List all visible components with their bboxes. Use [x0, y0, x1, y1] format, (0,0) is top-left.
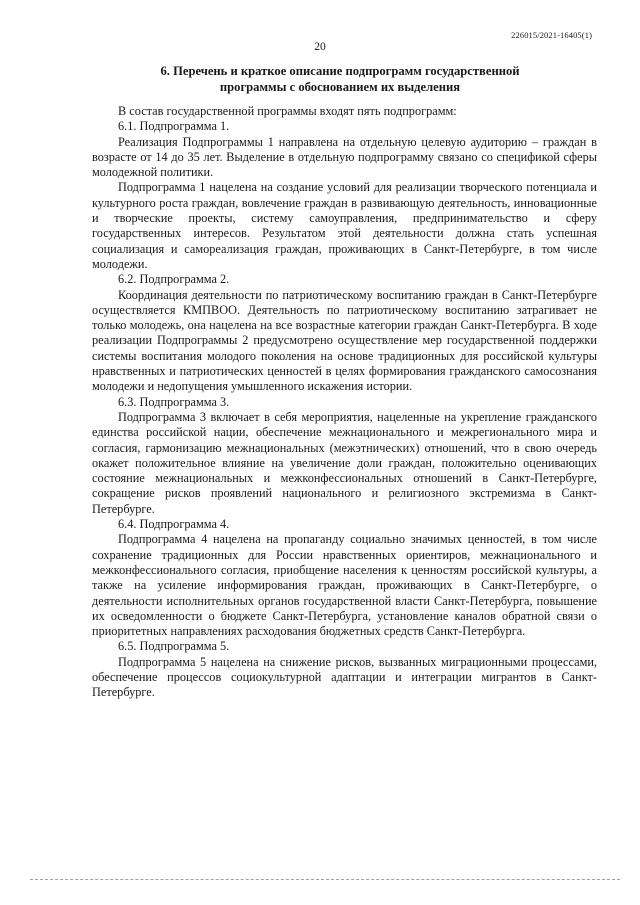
paragraph: Подпрограмма 4 нацелена на пропаганду социально значимых ценностей, в том числе сохранение традиционных для России нравственных ориентиров, межнационального и межконфессионального согласия, приобщение населения к ценностям российской культуры, а также на усиление информирования граждан, проживающих в Санкт-Петербурге, о деятельности исполнительных органов государственной власти Санкт-Петербурга, повышение их осведомленности о бюджете Санкт-Петербурга, установление каналов обратной связи о приоритетных направлениях расходования бюджетных средств Санкт-Петербурга. [92, 532, 597, 639]
paragraph: В состав государственной программы входят пять подпрограмм: [118, 104, 457, 118]
document-body [92, 104, 597, 701]
paragraph: Подпрограмма 1 нацелена на создание условий для реализации творческого потенциала и культурного роста граждан, вовлечение граждан в развивающую деятельность, инновационные и творческие проекты, систему самоуправления, предпринимательство и сферу государственных интересов. Результатом этой деятельности должна стать успешная социализация и самореализация граждан, проживающих в Санкт-Петербурге, в том числе молодежи. [92, 180, 597, 271]
paragraph: Координация деятельности по патриотическому воспитанию граждан в Санкт-Петербурге осуществляется КМПВОО. Деятельность по патриотическому воспитанию затрагивает не только молодежь, она нацелена на все возрастные категории граждан Санкт-Петербурга. В ходе реализации Подпрограммы 2 предусмотрено осуществление мер государственной поддержки системы воспитания молодого поколения на основе традиционных для российской культуры нравственных и патриотических ценностей в целях формирования гражданского самосознания молодежи и недопущения умышленного искажения истории. [92, 287, 597, 394]
subsection-heading: 6.1. Подпрограмма 1. [118, 119, 230, 134]
page-number: 20 [314, 41, 326, 53]
paragraph: Подпрограмма 5 нацелена на снижение рисков, вызванных миграционными процессами, обеспечение процессов социокультурной адаптации и интеграции мигрантов в Санкт-Петербурге. [92, 654, 597, 700]
subsection-heading: 6.3. Подпрограмма 3. [118, 394, 230, 409]
section-heading: 6. Перечень и краткое описание подпрограмм государственной программы с обоснованием их выделения [160, 64, 520, 94]
subsection-heading: 6.4. Подпрограмма 4. [118, 517, 230, 532]
page-bottom-divider [30, 879, 620, 880]
paragraph: Подпрограмма 3 включает в себя мероприятия, нацеленные на укрепление гражданского единства российской нации, обеспечение межнационального и межрегионального мира и согласия, гармонизацию межнациональных (межэтнических) отношений, что в свою очередь окажет положительное влияние на увеличение доли граждан, положительно оценивающих состояние межнациональных и межконфессиональных отношений в Санкт-Петербурге, сокращение рисков проявлений национального и религиозного экстремизма в Санкт-Петербурге. [92, 409, 597, 516]
document-registration-number: 226015/2021-16405(1) [511, 30, 592, 40]
subsection-heading: 6.2. Подпрограмма 2. [118, 272, 230, 287]
paragraph: Реализация Подпрограммы 1 направлена на отдельную целевую аудиторию – граждан в возрасте от 14 до 35 лет. Выделение в отдельную подпрограмму связано со спецификой сферы молодежной политики. [92, 134, 597, 180]
subsection-heading: 6.5. Подпрограмма 5. [118, 639, 230, 654]
